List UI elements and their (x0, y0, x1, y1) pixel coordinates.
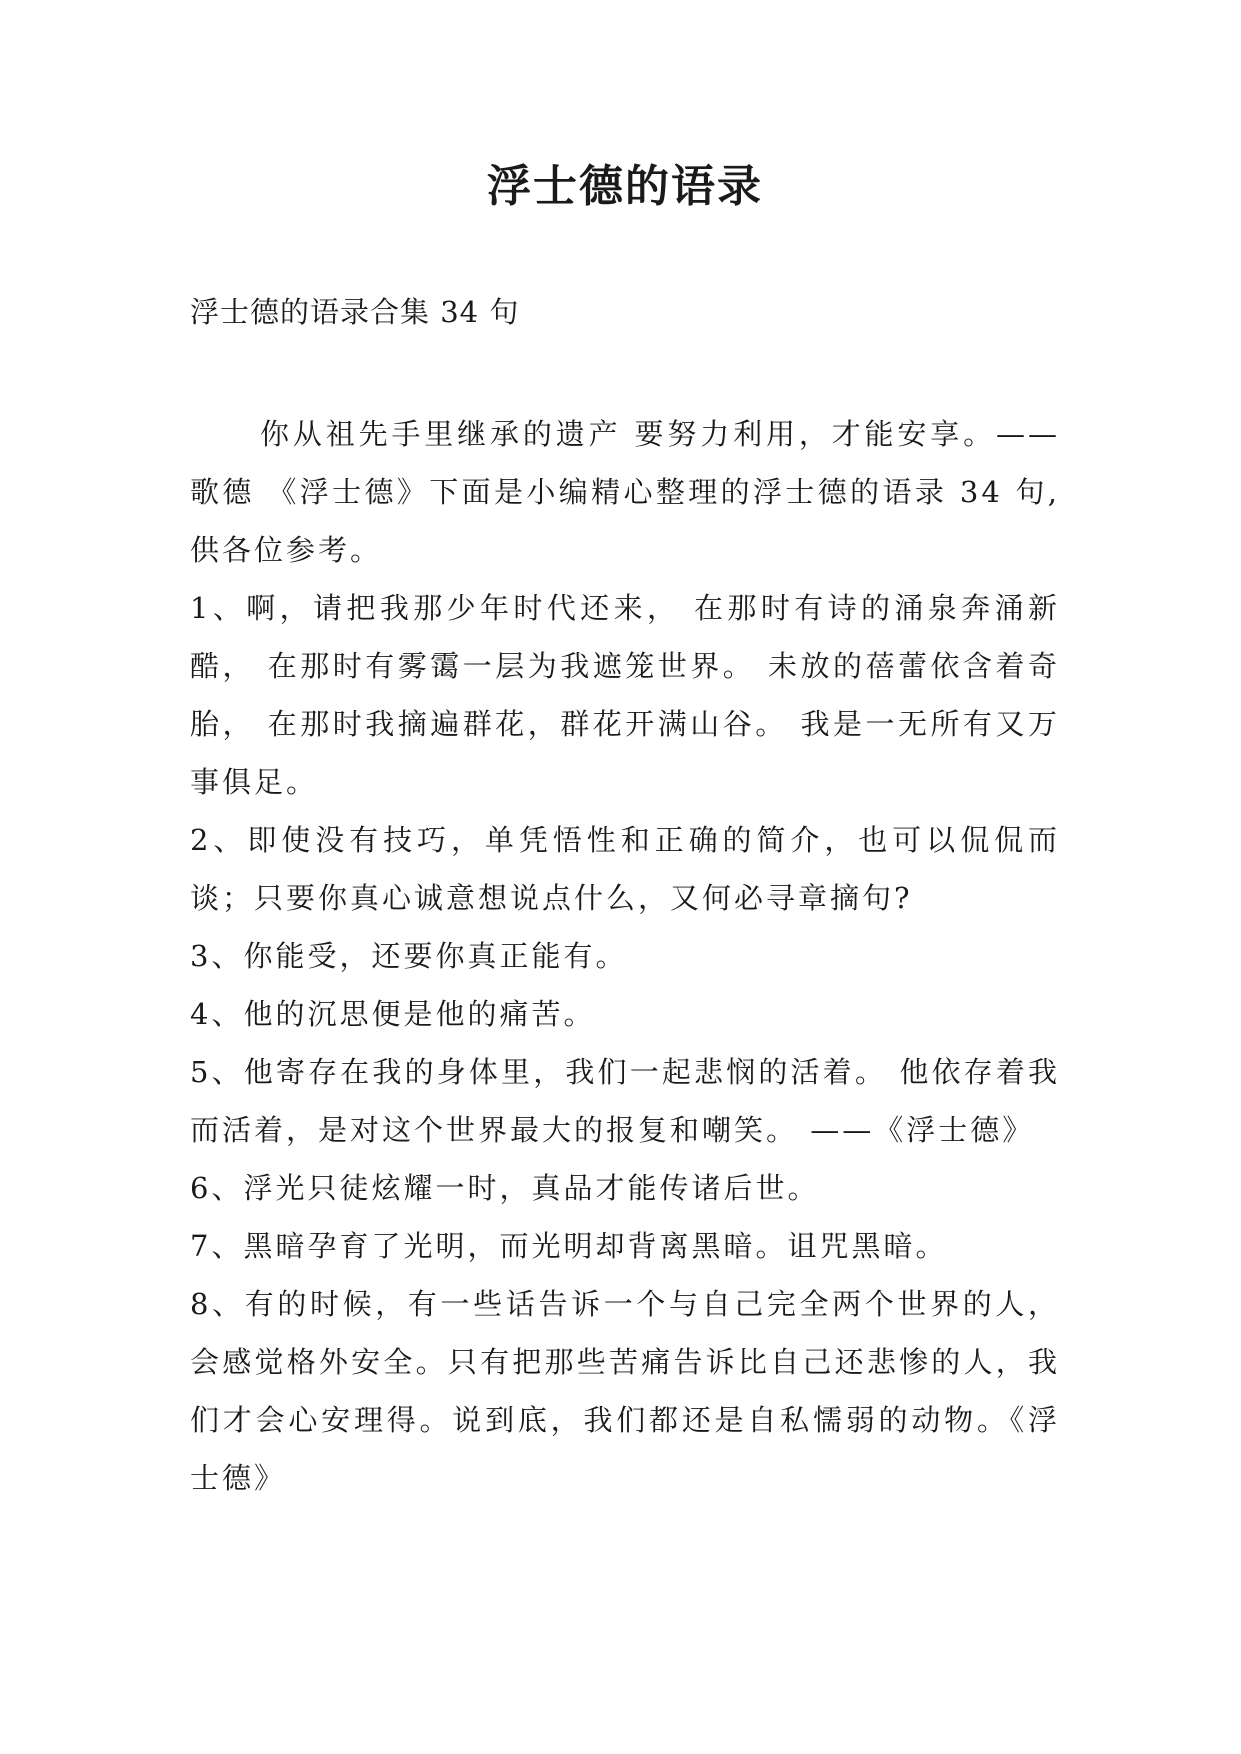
quote-item: 7、黑暗孕育了光明，而光明却背离黑暗。诅咒黑暗。 (190, 1229, 948, 1263)
quote-item: 6、浮光只徒炫耀一时，真品才能传诸后世。 (190, 1171, 820, 1205)
intro-paragraph: 你从祖先手里继承的遗产 要努力利用，才能安享。——歌德 《浮士德》下面是小编精心整理的浮士德的语录 34 句,供各位参考。 (190, 417, 1060, 567)
quote-item: 5、他寄存在我的身体里，我们一起悲悯的活着。 他依存着我而活着，是对这个世界最大的报复和嘲笑。 ——《浮士德》 (190, 1055, 1060, 1147)
document-body (190, 405, 1060, 1507)
document-title: 浮士德的语录 (487, 161, 763, 212)
quote-item: 4、他的沉思便是他的痛苦。 (190, 997, 596, 1031)
quote-item: 2、即使没有技巧，单凭悟性和正确的简介，也可以侃侃而谈；只要你真心诚意想说点什么，又何必寻章摘句? (190, 823, 1060, 915)
quote-item: 1、啊，请把我那少年时代还来， 在那时有诗的涌泉奔涌新酷， 在那时有雾霭一层为我遮笼世界。 未放的蓓蕾依含着奇胎， 在那时我摘遍群花，群花开满山谷。 我是一无所有又万事俱足。 (190, 591, 1060, 799)
document-subtitle: 浮士德的语录合集 34 句 (190, 295, 520, 329)
quote-item: 8、有的时候，有一些话告诉一个与自己完全两个世界的人，会感觉格外安全。只有把那些苦痛告诉比自己还悲惨的人，我们才会心安理得。说到底，我们都还是自私懦弱的动物。《浮士德》 (190, 1287, 1060, 1495)
quote-item: 3、你能受，还要你真正能有。 (190, 939, 628, 973)
